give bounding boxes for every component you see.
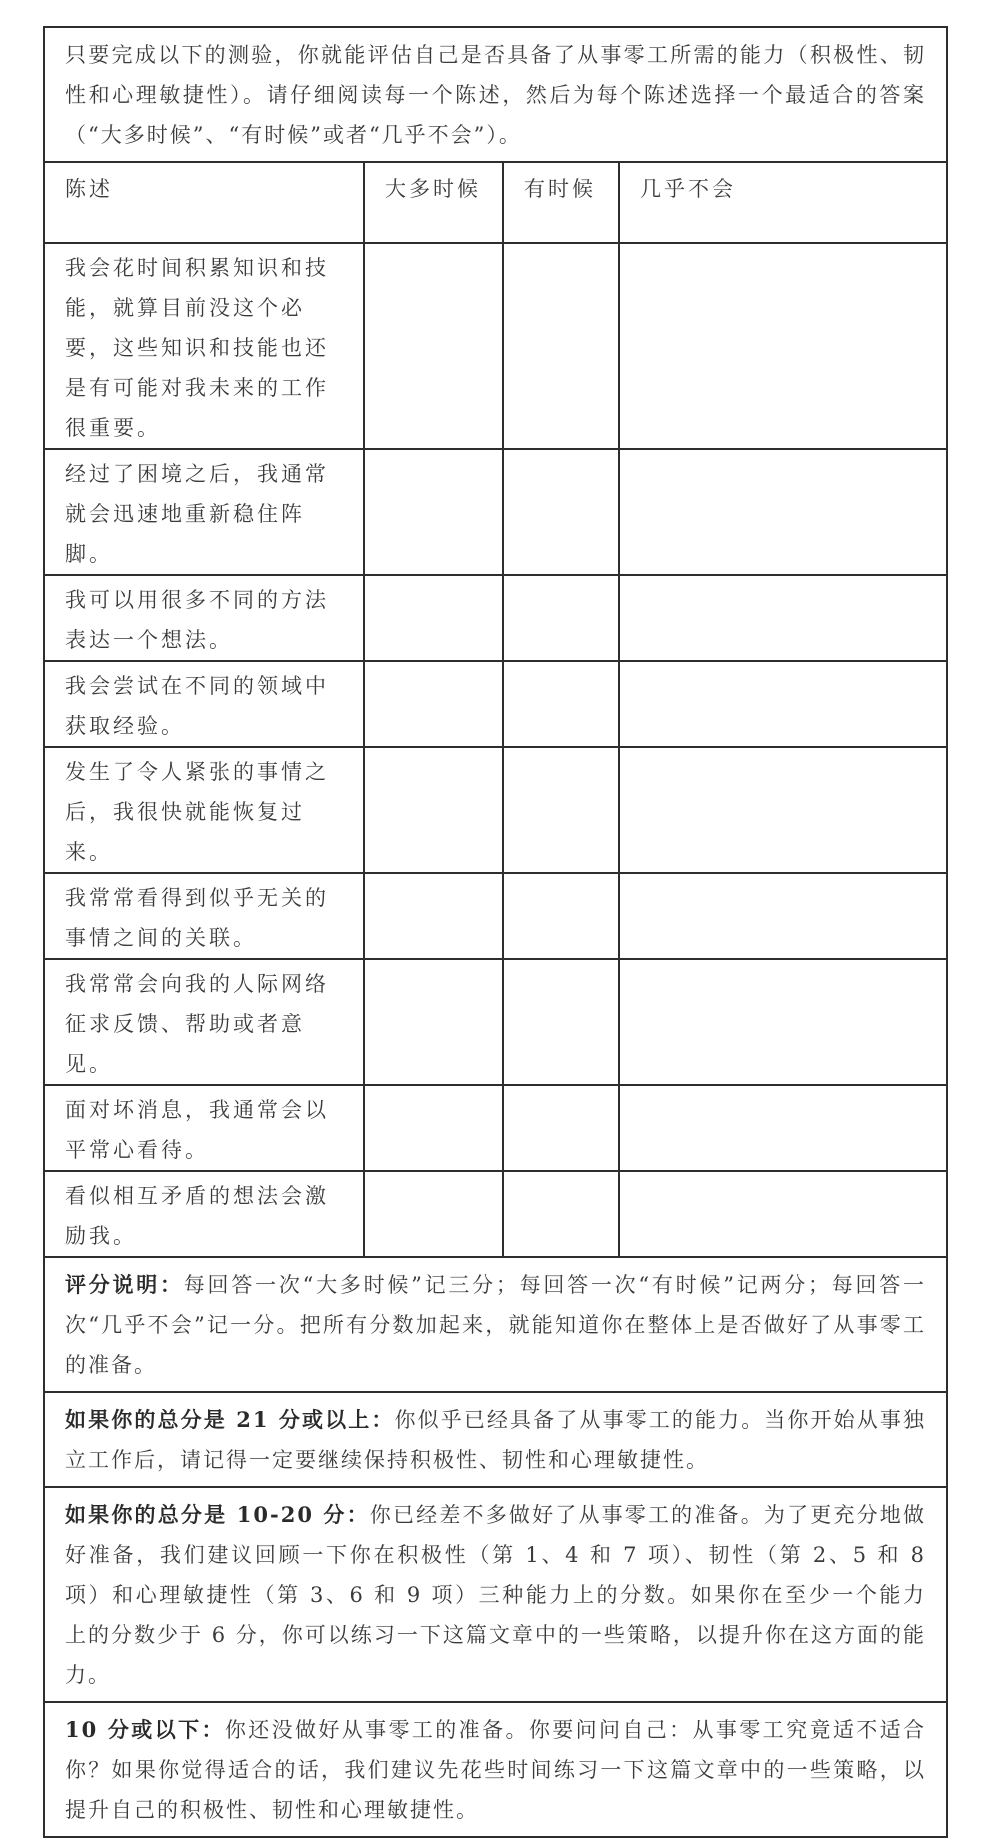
table-row <box>45 243 946 449</box>
statement-9: 看似相互矛盾的想法会激励我。 <box>45 1171 364 1257</box>
result-mid-label: 如果你的总分是 10-20 分： <box>65 1502 370 1527</box>
scoring-text: 每回答一次“大多时候”记三分；每回答一次“有时候”记两分；每回答一次“几乎不会”记一分。把所有分数加起来，就能知道你在整体上是否做好了从事零工的准备。 <box>65 1273 926 1377</box>
answer-rarely-cell[interactable] <box>619 575 946 661</box>
statement-7: 我常常会向我的人际网络征求反馈、帮助或者意见。 <box>45 959 364 1085</box>
statement-6: 我常常看得到似乎无关的事情之间的关联。 <box>45 873 364 959</box>
answer-mostly-cell[interactable] <box>364 959 503 1085</box>
answer-mostly-cell[interactable] <box>364 661 503 747</box>
answer-rarely-cell[interactable] <box>619 873 946 959</box>
answer-sometimes-cell[interactable] <box>503 575 619 661</box>
result-high <box>45 1393 946 1488</box>
answer-rarely-cell[interactable] <box>619 747 946 873</box>
answer-mostly-cell[interactable] <box>364 575 503 661</box>
answer-rarely-cell[interactable] <box>619 1171 946 1257</box>
answer-sometimes-cell[interactable] <box>503 959 619 1085</box>
quiz-sheet <box>43 26 948 1838</box>
scoring-instructions <box>45 1258 946 1393</box>
answer-sometimes-cell[interactable] <box>503 747 619 873</box>
answer-mostly-cell[interactable] <box>364 449 503 575</box>
table-row <box>45 661 946 747</box>
answer-sometimes-cell[interactable] <box>503 449 619 575</box>
result-low-text: 你还没做好从事零工的准备。你要问问自己：从事零工究竟适不适合你？如果你觉得适合的话，我们建议先花些时间练习一下这篇文章中的一些策略，以提升自己的积极性、韧性和心理敏捷性。 <box>65 1718 926 1822</box>
table-row <box>45 575 946 661</box>
table-row <box>45 449 946 575</box>
result-high-label: 如果你的总分是 21 分或以上： <box>65 1407 395 1432</box>
table-row <box>45 1171 946 1257</box>
answer-rarely-cell[interactable] <box>619 243 946 449</box>
answer-rarely-cell[interactable] <box>619 959 946 1085</box>
answer-rarely-cell[interactable] <box>619 449 946 575</box>
result-mid-text: 你已经差不多做好了从事零工的准备。为了更充分地做好准备，我们建议回顾一下你在积极性（第 1、4 和 7 项）、韧性（第 2、5 和 8 项）和心理敏捷性（第 3、6 和 9 项）三种能力上的分数。如果你在至少一个能力上的分数少于 6 分，你可以练习一下这篇文章中的一些策略，以提升你在这方面的能力。 <box>65 1503 926 1687</box>
table-header-row <box>45 163 946 243</box>
answer-rarely-cell[interactable] <box>619 661 946 747</box>
table-row <box>45 873 946 959</box>
intro-text: 只要完成以下的测验，你就能评估自己是否具备了从事零工所需的能力（积极性、韧性和心理敏捷性）。请仔细阅读每一个陈述，然后为每个陈述选择一个最适合的答案（“大多时候”、“有时候”或者“几乎不会”）。 <box>45 28 946 163</box>
answer-mostly-cell[interactable] <box>364 1171 503 1257</box>
result-mid <box>45 1488 946 1703</box>
result-high-text: 你似乎已经具备了从事零工的能力。当你开始从事独立工作后，请记得一定要继续保持积极性、韧性和心理敏捷性。 <box>65 1408 926 1472</box>
header-statement: 陈述 <box>45 163 364 243</box>
statement-1: 我会花时间积累知识和技能，就算目前没这个必要，这些知识和技能也还是有可能对我未来的工作很重要。 <box>45 243 364 449</box>
answer-sometimes-cell[interactable] <box>503 873 619 959</box>
header-sometimes: 有时候 <box>503 163 619 243</box>
result-low <box>45 1703 946 1836</box>
statement-4: 我会尝试在不同的领域中获取经验。 <box>45 661 364 747</box>
answer-sometimes-cell[interactable] <box>503 1171 619 1257</box>
scoring-label: 评分说明： <box>65 1272 184 1297</box>
answer-mostly-cell[interactable] <box>364 747 503 873</box>
header-rarely: 几乎不会 <box>619 163 946 243</box>
table-row <box>45 1085 946 1171</box>
table-row <box>45 959 946 1085</box>
statement-5: 发生了令人紧张的事情之后，我很快就能恢复过来。 <box>45 747 364 873</box>
statement-3: 我可以用很多不同的方法表达一个想法。 <box>45 575 364 661</box>
table-row <box>45 747 946 873</box>
answer-sometimes-cell[interactable] <box>503 243 619 449</box>
statement-8: 面对坏消息，我通常会以平常心看待。 <box>45 1085 364 1171</box>
answer-mostly-cell[interactable] <box>364 873 503 959</box>
answer-sometimes-cell[interactable] <box>503 661 619 747</box>
answer-mostly-cell[interactable] <box>364 1085 503 1171</box>
answer-rarely-cell[interactable] <box>619 1085 946 1171</box>
answer-sometimes-cell[interactable] <box>503 1085 619 1171</box>
statement-2: 经过了困境之后，我通常就会迅速地重新稳住阵脚。 <box>45 449 364 575</box>
header-mostly: 大多时候 <box>364 163 503 243</box>
answer-mostly-cell[interactable] <box>364 243 503 449</box>
result-low-label: 10 分或以下： <box>65 1717 225 1742</box>
statement-table <box>45 163 946 1258</box>
